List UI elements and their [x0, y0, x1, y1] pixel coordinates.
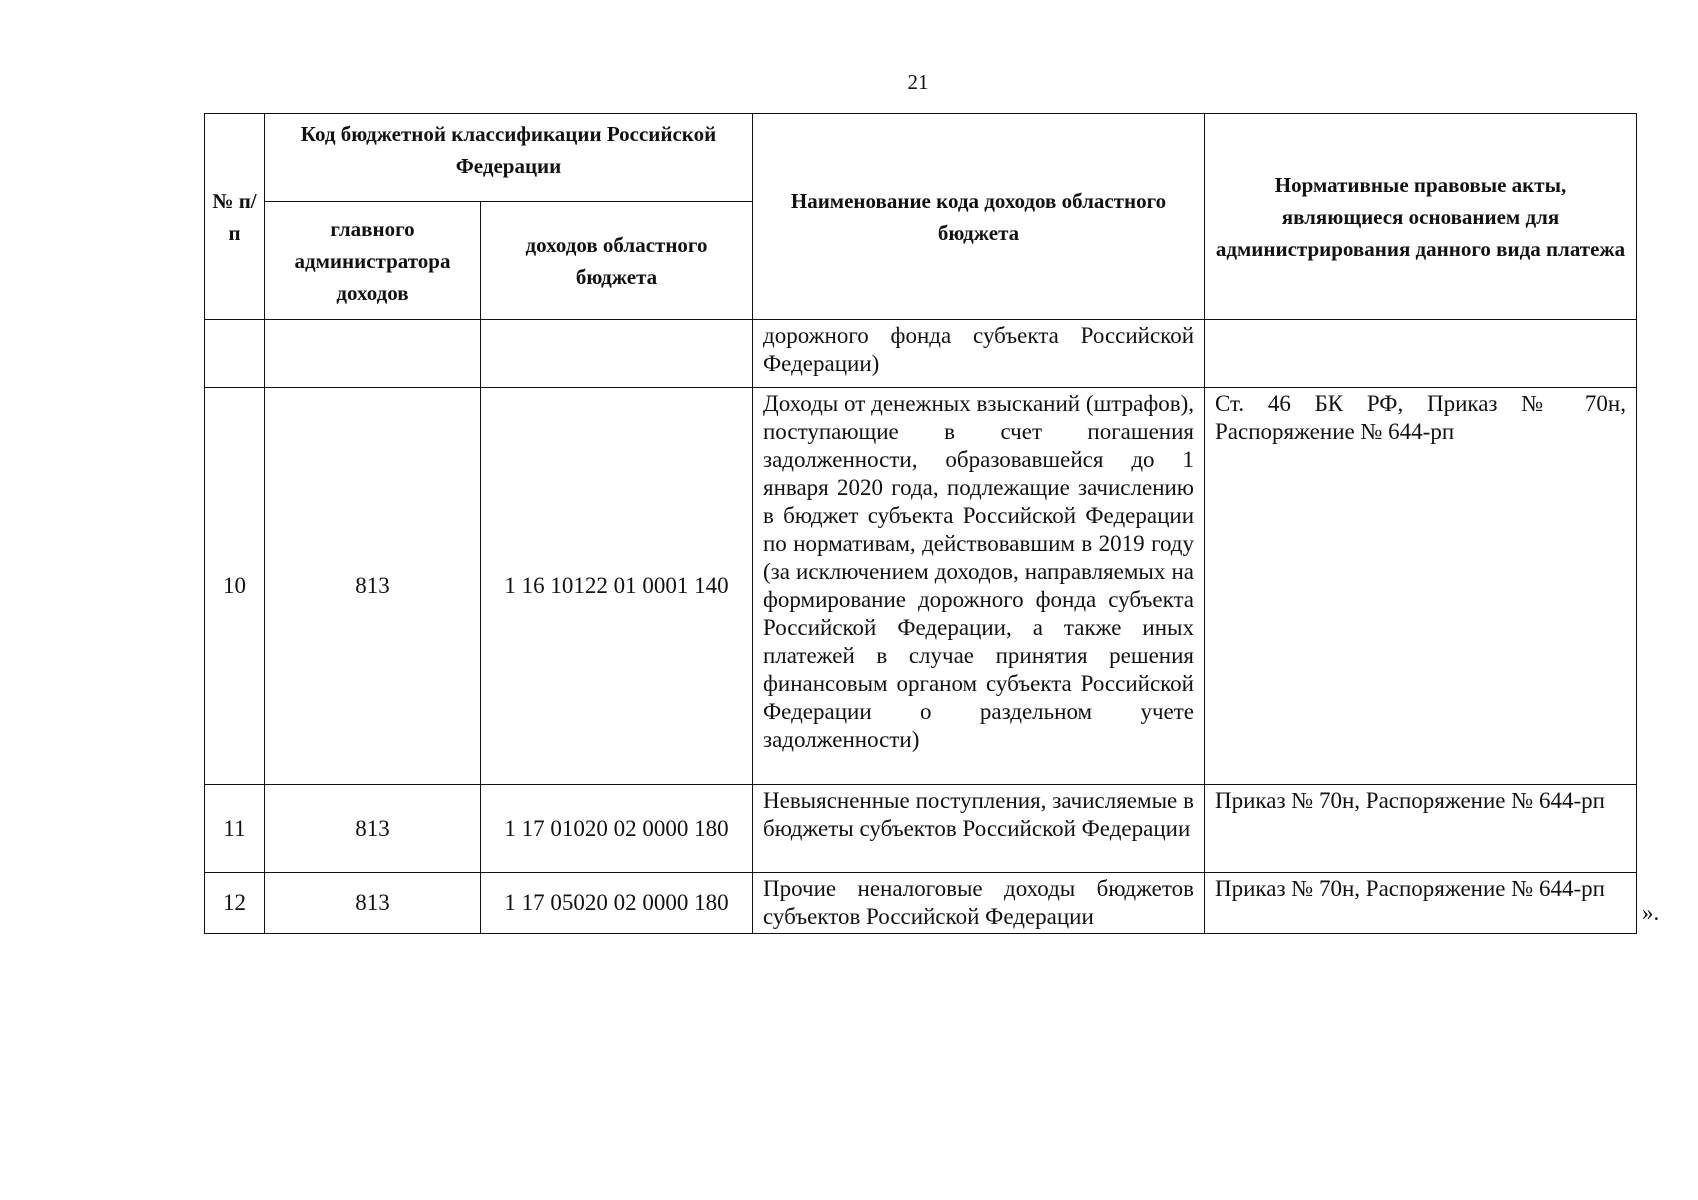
row-income-code: 1 16 10122 01 0001 140	[481, 388, 753, 785]
row-num: 12	[205, 873, 265, 934]
row-income-name: Доходы от денежных взысканий (штрафов), поступающие в счет погашения задолженности, образовавшейся до 1 января 2020 года, подлежащие зачислению в бюджет субъекта Российской Федерации по нормативам, действовавшим в 2019 году (за исключением доходов, направляемых на формирование дорожного фонда субъекта Российской Федерации, а также иных платежей в случае принятия решения финансовым органом субъекта Российской Федерации о раздельном учете задолженности)	[753, 388, 1205, 785]
row-num: 10	[205, 388, 265, 785]
row-admin-code	[265, 320, 481, 388]
table-row	[205, 873, 1637, 934]
row-income-code: 1 17 05020 02 0000 180	[481, 873, 753, 934]
row-admin-code: 813	[265, 388, 481, 785]
table-row	[205, 388, 1637, 785]
page-number: 21	[907, 70, 929, 94]
row-legal-acts: Приказ № 70н, Распоряжение № 644-рп	[1205, 873, 1637, 934]
row-income-code: 1 17 01020 02 0000 180	[481, 785, 753, 873]
row-legal-acts	[1205, 320, 1637, 388]
header-kbk-group: Код бюджетной классификации Российской Федерации	[265, 114, 753, 202]
row-admin-code: 813	[265, 873, 481, 934]
header-num: № п/п	[205, 114, 265, 320]
row-income-name: Прочие неналоговые доходы бюджетов субъектов Российской Федерации	[753, 873, 1205, 934]
header-income-name: Наименование кода доходов областного бюджета	[753, 114, 1205, 320]
header-row-top	[205, 114, 1637, 202]
row-income-name: Невыясненные поступления, зачисляемые в бюджеты субъектов Российской Федерации	[753, 785, 1205, 873]
row-legal-acts: Приказ № 70н, Распоряжение № 644-рп	[1205, 785, 1637, 873]
closing-quote-mark: ».	[1642, 900, 1660, 925]
row-income-code	[481, 320, 753, 388]
row-admin-code: 813	[265, 785, 481, 873]
income-classification-table	[204, 113, 1637, 934]
row-num: 11	[205, 785, 265, 873]
row-num	[205, 320, 265, 388]
header-legal-acts: Нормативные правовые акты, являющиеся основанием для администрирования данного вида платежа	[1205, 114, 1637, 320]
header-admin-code: главного администратора доходов	[265, 202, 481, 320]
table-row	[205, 320, 1637, 388]
header-income-code: доходов областного бюджета	[481, 202, 753, 320]
row-legal-acts: Ст. 46 БК РФ, Приказ № 70н, Распоряжение № 644-рп	[1205, 388, 1637, 785]
row-income-name: дорожного фонда субъекта Российской Федерации)	[753, 320, 1205, 388]
table-row	[205, 785, 1637, 873]
